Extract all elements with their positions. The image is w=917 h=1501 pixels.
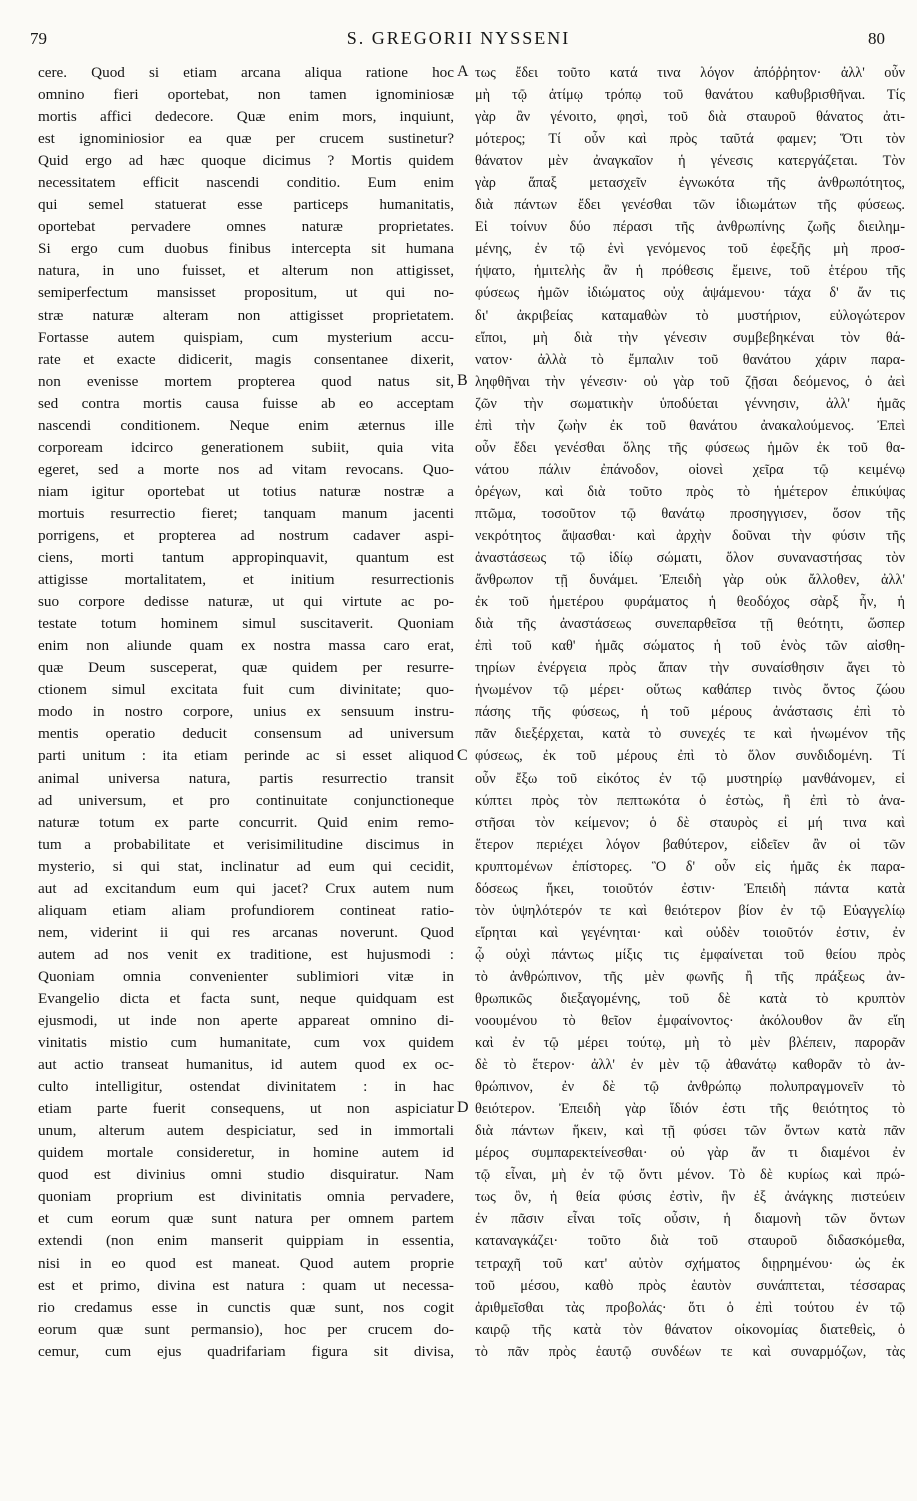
latin-text-line: nem, viderint ii qui res arcanas noverunt. Quod [38,923,454,941]
greek-text-line: τὸν ὑψηλότερόν τε καὶ θειότερον βίον ἐν τῷ Εὐαγγελίῳ [475,902,905,919]
greek-text-line: νατον· ἀλλὰ τὸ ἔμπαλιν τοῦ θανάτου χάριν παρα- [475,351,905,368]
greek-text-line: μὴ τῷ ἀτίμῳ τρόπῳ τοῦ θανάτου καθυβρισθῆναι. Τίς [475,87,905,104]
latin-column [38,62,454,1363]
latin-text-line: attigisse mortalitatem, et initium resurrectionis [38,571,454,589]
latin-text-line: rio credamus esse in cunctis quæ sunt, nos cogit [38,1298,454,1316]
greek-text-line: ἕτερον περιέχει λόγον βαθύτερον, εἰδεῖεν ἂν οἱ τῶν [475,836,905,853]
greek-text-line: τετραχῆ τοῦ κατ' αὐτὸν σχήματος διῃρημένου· ὡς ἐκ [475,1255,905,1272]
section-marker: B [457,371,468,389]
greek-text-line: εἴποι, μὴ διὰ τὴν γένεσιν συμβεβηκέναι τὸν θά- [475,329,905,346]
latin-text-line: etiam parte fuerit consequens, ut non aspiciatur [38,1100,454,1118]
latin-text-line: unum, alterum autem despiciatur, sed in immortali [38,1122,454,1140]
latin-text-line: animal universa natura, partis resurrectio transit [38,769,454,787]
latin-text-line: niam igitur oportebat ut totius naturæ nostræ a [38,482,454,500]
latin-text-line: mysterio, si qui stat, inclinatur ad eum qui cecidit, [38,857,454,875]
greek-text-line: ὀρέγων, καὶ διὰ τοῦτο πρὸς τὸ ἡμέτερον ἐπικύψας [475,483,905,500]
latin-text-line: nisi in eo quod est maneat. Quod autem proprie [38,1254,454,1272]
latin-text-line: vinitatis mistio cum humanitate, cum vox quidem [38,1034,454,1052]
latin-text-line: Evangelio dicta et facta sunt, neque quidquam est [38,989,454,1007]
greek-text-line: ἡνωμένον τῷ μέρει· οὕτως καθάπερ τινὸς ὄντος ζώου [475,682,905,699]
greek-text-line: ἐκ τοῦ ἡμετέρου φυράματος ἡ θεοδόχος σὰρξ ἦν, ἡ [475,594,905,611]
greek-text-line: ἐν πᾶσιν εἶναι τοῖς οὖσιν, ἡ διαμονὴ τῶν ὄντων [475,1211,905,1228]
latin-text-line: porrigens, et propterea ad nostrum cadaver aspi- [38,526,454,544]
latin-text-line: semiperfectum mansisset propositum, ut qui no- [38,284,454,302]
greek-text-line: φύσεως, ἐκ τοῦ μέρους ἐπὶ τὸ ὅλον συνδιδομένη. Τί [475,748,905,765]
greek-text-line: διὰ τῆς ἀναστάσεως συνεπαρθεῖσα τῇ θεότητι, ὥσπερ [475,616,905,633]
latin-text-line: Quoniam omnia convenienter sublimiori vitæ in [38,967,454,985]
greek-text-line: θειότερον. Ἐπειδὴ γὰρ ἴδιόν ἐστι τῆς θειότητος τὸ [475,1101,905,1118]
latin-text-line: necessitatem efficit nascendi conditio. Eum enim [38,174,454,192]
latin-text-line: ad universum, et pro continuitate conjunctioneque [38,791,454,809]
greek-text-line: διὰ πάντων ἥκειν, καὶ τῇ φύσει τῶν ὄντων κατὰ πᾶν [475,1123,905,1140]
latin-text-line: cemur, cum ejus quadrifariam figura sit divisa, [38,1342,454,1360]
latin-text-line: Fortasse autem quispiam, cum mysterium accu- [38,328,454,346]
latin-text-line: egeret, sed a morte nos ad vitam revocans. Quo- [38,460,454,478]
greek-text-line: μέρος συμπαρεκτείνεσθαι· οὐ γὰρ ἄν τι διαμένοι ἐν [475,1145,905,1162]
page-number-right: 80 [868,29,885,48]
section-marker: D [457,1099,469,1117]
latin-text-line: ctionem simul excitata fuit cum divinitate; quo- [38,681,454,699]
greek-text-line: τῷ εἶναι, μὴ ἐν τῷ ὄντι μένον. Τὸ δὲ κυρίως καὶ πρώ- [475,1167,905,1184]
greek-text-line: πάσης τῆς φύσεως, ἡ τοῦ μέρους ἀνάστασις ἐπὶ τὸ [475,704,905,721]
latin-text-line: cere. Quod si etiam arcana aliqua ratione hoc [38,64,454,81]
section-marker: A [457,63,469,80]
latin-text-line: extendi (non enim manserit quippiam in essentia, [38,1232,454,1250]
greek-text-line: μένης, ἐν τῷ ἑνὶ γενόμενος τοῦ ἐφεξῆς μὴ προσ- [475,241,905,258]
latin-text-line: quod est divinius omni studio disquiratur. Nam [38,1166,454,1184]
greek-text-line: στῆσαι τὸν κείμενον; ὁ δὲ σταυρὸς εἰ μή τινα καὶ [475,814,905,831]
latin-text-line: Quid ergo ad hæc quoque dicimus ? Mortis quidem [38,152,454,170]
latin-text-line: nascendi conditionem. Neque enim æternus ille [38,416,454,434]
latin-text-line: ciens, morti tantum appropinquavit, quantum est [38,549,454,567]
latin-text-line: oportebat pervadere omnes naturæ proprietates. [38,218,454,236]
greek-text-line: εἴρηται καὶ γεγένηται· καὶ οὐδὲν τοιοῦτόν ἐστιν, ἐν [475,924,905,941]
greek-text-line: κύπτει πρὸς τὸν πεπτωκότα ὁ ἑστὼς, ἢ ἐπὶ τὸ ἀνα- [475,792,905,809]
greek-text-line: τως ὂν, ἡ θεία φύσις ἐστὶν, ἣν ἐξ ἀνάγκης πιστεύειν [475,1189,905,1206]
greek-text-line: κρυπτομένων ἐπίστορες. Ὃ δ' οὖν εἰς ἡμᾶς ἐκ παρα- [475,858,905,875]
latin-text-line: ejusmodi, ut inde non aperte appareat omnino di- [38,1012,454,1030]
latin-text-line: corpoream idcirco generationem subiit, quia vita [38,438,454,456]
greek-text-line: δόσεως ἥκει, τοιοῦτόν ἐστιν· Ἐπειδὴ πάντα κατὰ [475,880,905,897]
latin-text-line: non evenisse mortem propterea quod natus sit, [38,372,454,390]
latin-text-line: modo in nostro corpore, unius ex sensuum instru- [38,703,454,721]
latin-text-line: est et primo, divina est natura : quam ut necessa- [38,1276,454,1294]
greek-text-line: καιρῷ τῆς κατὰ τὸν θάνατον οἰκονομίας διατεθεὶς, ὁ [475,1321,905,1338]
greek-text-line: τως ἔδει τοῦτο κατά τινα λόγον ἀπόῤῥητον· ἀλλ' οὖν [475,65,905,81]
latin-text-line: rate et exacte didicerit, magis consentanee dixerit, [38,350,454,368]
greek-text-line: οὖν ἔδει γενέσθαι ὅλης τῆς φύσεως ἡμῶν ἐκ τοῦ θα- [475,439,905,456]
running-title: S. GREGORII NYSSENI [346,28,571,48]
greek-text-line: ἄνθρωπον τῇ δυνάμει. Ἐπειδὴ γὰρ οὐκ ἄλλοθεν, ἀλλ' [475,572,905,589]
greek-text-line: τὸ ἀνθρώπινον, τῆς μὲν φωνῆς ἢ τῆς πράξεως ἀν- [475,968,905,985]
greek-text-line: οὖν ἔξω τοῦ εἰκότος ἐν τῷ μυστηρίῳ μανθάνομεν, εἰ [475,770,905,787]
greek-text-line: ἀναστάσεως τῷ ἰδίῳ σώματι, ὅλον συναναστήσας τὸν [475,550,905,567]
latin-text-line: eorum quæ sunt permansio), hoc per crucem do- [38,1320,454,1338]
greek-text-line: δι' ἀκριβείας καταμαθὼν τὸ μυστήριον, εὐλογώτερον [475,307,905,324]
latin-text-line: sed contra mortis causa fuisse ab eo acceptam [38,394,454,412]
latin-text-line: aliquam etiam aliam profundiorem contineat ratio- [38,901,454,919]
latin-text-line: omnino fieri oportebat, non tamen ignominiosæ [38,86,454,104]
latin-text-line: aut actio transeat humanitus, id autem quod ex oc- [38,1056,454,1074]
greek-text-line: ληφθῆναι τὴν γένεσιν· οὐ γὰρ τοῦ ζῇσαι δεόμενος, ὁ ἀεὶ [475,373,905,390]
greek-text-line: νεκρότητος ἅψασθαι· καὶ ἀρχὴν δοῦναι τὴν φύσιν τῆς [475,527,905,544]
greek-text-line: τοῦ μέσου, καθὸ πρὸς ἑαυτὸν συνάπτεται, τέσσαρας [475,1277,905,1294]
greek-text-line: ήψατο, ἡμιτελὴς ἂν ἡ πρόθεσις ἔμεινε, τοῦ ἑτέρου τῆς [475,263,905,280]
greek-text-line: θάνατον μὲν ἀναγκαῖον ἡ γένεσις κατεργάζεται. Τὸν [475,153,905,170]
greek-text-line: δὲ τὸ ἕτερον· ἀλλ' ἐν μὲν τῷ ἀθανάτῳ καθορᾶν τὸ ἀν- [475,1057,905,1074]
latin-text-line: mortuis resurrectio fieret; tanquam manum jacenti [38,504,454,522]
greek-text-line: τηρίων ἐνέργεια πρὸς ἅπαν τὴν συναίσθησιν ἄγει τὸ [475,660,905,677]
latin-text-line: autem ad nos venit ex traditione, est hujusmodi : [38,945,454,963]
latin-text-line: et cum eorum quæ sunt natura per omnem partem [38,1210,454,1228]
greek-text-line: γὰρ ἂν γένοιτο, φησὶ, τοῦ διὰ σταυροῦ θάνατος ἀτι- [475,109,905,126]
greek-text-line: γὰρ ἅπαξ μετασχεῖν ἐγνωκότα τῆς ἀνθρωπότητος, [475,175,905,192]
greek-text-line: καὶ ἐν τῷ μέρει τούτῳ, μὴ τὸ μὲν βλέπειν, παρορᾶν [475,1035,905,1052]
latin-text-line: tum a probabilitate et verisimilitudine discimus in [38,835,454,853]
latin-text-line: culto intelligitur, ostendat divinitatem : in hac [38,1078,454,1096]
section-marker: C [457,746,468,764]
latin-text-line: natura, in uno fuisset, et alterum non attigisset, [38,262,454,280]
latin-text-line: Si ergo cum duobus finibus intercepta sit humana [38,240,454,258]
latin-text-line: qui semel statuerat esse particeps humanitatis, [38,196,454,214]
greek-text-line: ἀριθμεῖσθαι τὰς προβολάς· ὅτι ὁ ἐπὶ τούτου ἐν τῷ [475,1299,905,1316]
greek-text-line: καταναγκάζει· τοῦτο διὰ τοῦ σταυροῦ διδασκόμεθα, [475,1233,905,1250]
greek-text-line: θρωπικῶς διεξαγομένης, τοῦ δὲ κατὰ τὸ κρυπτὸν [475,990,905,1007]
greek-text-line: διὰ πάντων ἔδει γενέσθαι τῶν ἰδιωμάτων τῆς φύσεως. [475,197,905,214]
latin-text-line: mentis operatio deducit consensum ad universum [38,725,454,743]
latin-text-line: testate totum hominem simul suscitaverit. Quoniam [38,615,454,633]
greek-text-line: ᾧ οὐχὶ πάντως μίξις τις ἐμφαίνεται τοῦ θείου πρὸς [475,946,905,963]
latin-text-line: mortis affici dedecore. Quæ enim mors, inquiunt, [38,108,454,126]
latin-text-line: aut ad excitandum eum qui jacet? Crux autem num [38,879,454,897]
greek-text-line: νάτου πάλιν ἐπάνοδον, οἱονεὶ χεῖρα τῷ κειμένῳ [475,461,905,478]
greek-text-line: φύσεως ἡμῶν ἰδιώματος οὐχ ἁψάμενου· τάχα δ' ἄν τις [475,285,905,302]
greek-text-line: τὸ πᾶν πρὸς ἑαυτῷ συνδέων τε καὶ συναρμόζων, τὰς [475,1343,905,1360]
greek-column [475,62,905,1363]
greek-text-line: πᾶν διεξέρχεται, κατὰ τὸ συνεχές τε καὶ ἡνωμένον τῆς [475,726,905,743]
greek-text-line: ἐπὶ τοῦ καθ' ἡμᾶς σώματος ἡ τοῦ ἑνὸς τῶν αἰσθη- [475,638,905,655]
latin-text-line: suo corpore dedisse naturæ, ut qui virtute ac po- [38,593,454,611]
greek-text-line: ἐπὶ τὴν ζωὴν ἐκ τοῦ θανάτου ἀνακαλούμενος. Ἐπεὶ [475,417,905,434]
greek-text-line: θρώπινον, ἐν δὲ τῷ ἀνθρώπῳ πολυπραγμονεῖν τὸ [475,1079,905,1096]
greek-text-line: μότερος; Τί οὖν καὶ πρὸς ταῦτά φαμεν; Ὅτι τὸν [475,131,905,148]
greek-text-line: νοουμένου τὸ θεῖον ἐμφαίνοντος· ἀκόλουθον ἂν εἴη [475,1013,905,1030]
latin-text-line: stræ naturæ alteram non attigisset proprietatem. [38,306,454,324]
page-header [0,0,917,60]
greek-text-line: Εἰ τοίνυν δύο πέρασι τῆς ἀνθρωπίνης ζωῆς διειλημ- [475,219,905,236]
latin-text-line: quæ Deum susceperat, quæ quidem per resurre- [38,659,454,677]
latin-text-line: quoniam proprium est divinitatis omnia pervadere, [38,1188,454,1206]
latin-text-line: parti unitum : ita etiam perinde ac si esset aliquod [38,747,454,765]
latin-text-line: est ignominiosior ea quæ per crucem sustinetur? [38,130,454,148]
page-number-left: 79 [30,29,47,48]
greek-text-line: ζῶν τὴν σωματικὴν ὑποδύεται γέννησιν, ἀλλ' ἡμᾶς [475,395,905,412]
latin-text-line: naturæ totum ex parte concurrit. Quid enim remo- [38,813,454,831]
latin-text-line: quidem mortale consideretur, in homine autem id [38,1144,454,1162]
greek-text-line: πτῶμα, τοσοῦτον τῷ θανάτῳ προσηγγισεν, ὅσον τῆς [475,505,905,522]
latin-text-line: enim non aliunde quam ex nostra massa caro erat, [38,637,454,655]
